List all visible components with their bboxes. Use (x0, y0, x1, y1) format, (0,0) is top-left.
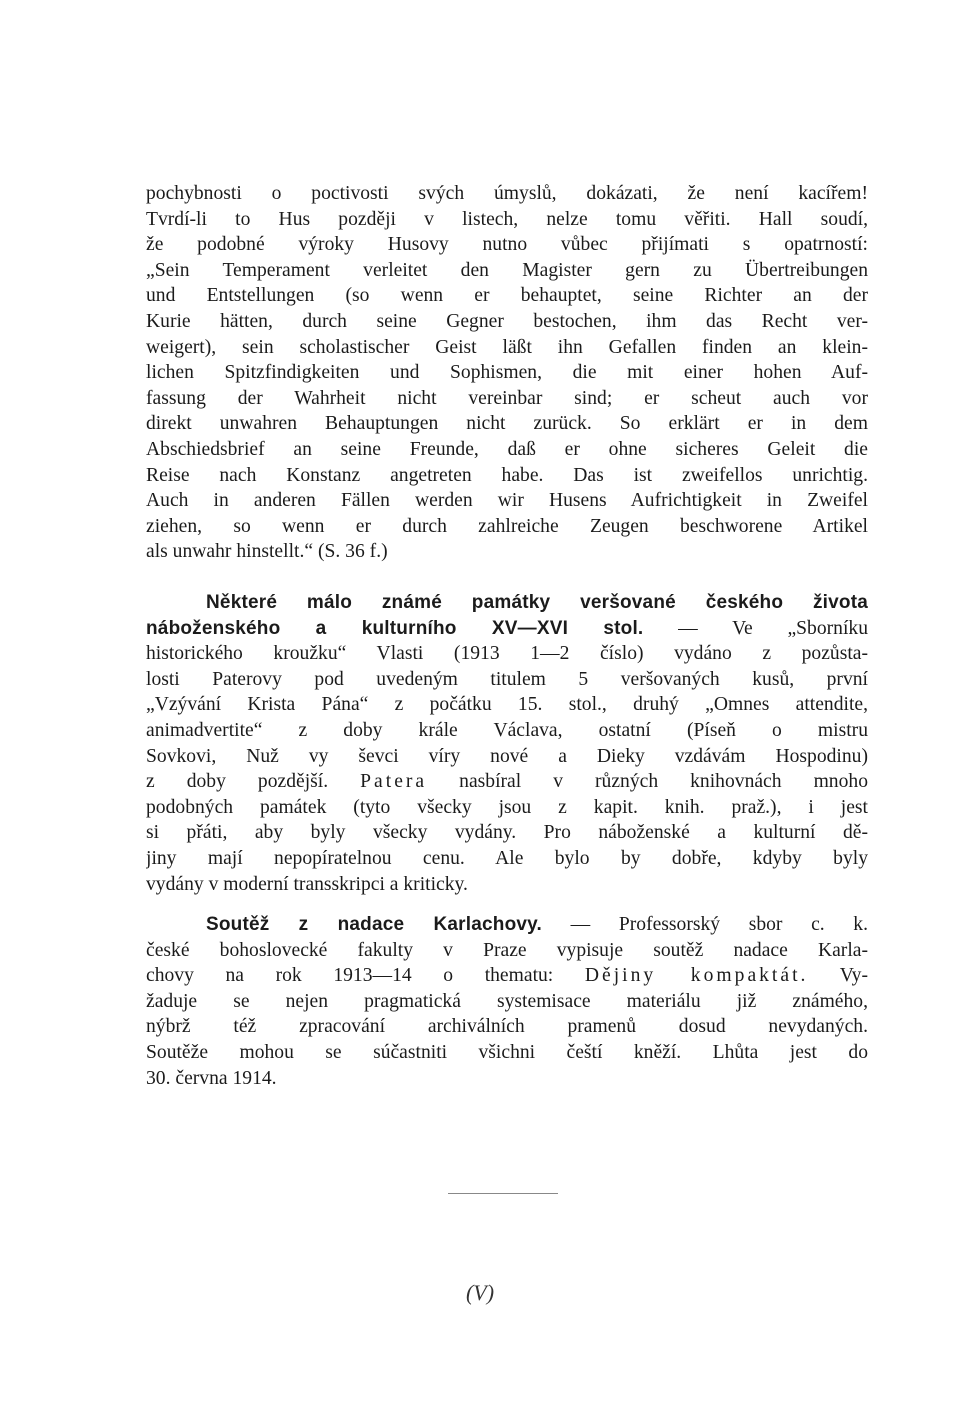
text-line: pochybnosti o poctivosti svých úmyslů, dokázati, že není kacířem! (146, 183, 868, 204)
text-line (146, 963, 868, 989)
text-line: Tvrdí-li to Hus později v listech, nelze tomu věřiti. Hall soudí, (146, 208, 868, 230)
text-line: historického kroužku“ Vlasti (1913 1—2 číslo) vydáno z pozůsta- (146, 643, 868, 665)
text-line: und Entstellungen (so wenn er behauptet, seine Richter an der (146, 285, 868, 307)
section-verse-monuments (146, 590, 868, 897)
text-line: Kurie hätten, durch seine Gegner bestochen, ihm das Recht ver- (146, 310, 868, 332)
page-number: (V) (465, 1280, 495, 1305)
text-run: Vy- (839, 965, 868, 987)
paragraph-hus-critique (146, 181, 868, 565)
section-heading: Některé málo známé památky veršované českého života (206, 592, 868, 613)
text-run: — Ve „Sborníku (643, 617, 868, 639)
text-line: als unwahr hinstellt.“ (S. 36 f.) (146, 541, 388, 563)
text-line: Auch in anderen Fällen werden wir Husens Aufrichtigkeit in Zweifel (146, 490, 868, 512)
section-heading: náboženského a kulturního XV—XVI stol. (146, 617, 644, 639)
text-line: animadvertite“ z doby krále Václava, ostatní (Píseň o mistru (146, 719, 868, 741)
text-line: „Sein Temperament verleitet den Magister gern zu Übertreibungen (146, 259, 868, 281)
text-line: „Vzývání Krista Pána“ z počátku 15. stol., druhý „Omnes attendite, (146, 694, 868, 716)
text-line: ziehen, so wenn er durch zahlreiche Zeugen beschworene Artikel (146, 515, 868, 537)
section-karlach-competition (146, 912, 868, 1091)
text-run: z doby pozdější. (146, 771, 329, 793)
divider-rule (448, 1193, 558, 1194)
text-line (146, 769, 868, 795)
text-run: nasbíral v různých knihovnách mnoho (459, 771, 868, 793)
text-line: vydány v moderní transskripci a kriticky. (146, 873, 468, 895)
text-line: si přáti, aby byly všecky vydány. Pro náboženské a kulturní dě- (146, 822, 868, 844)
text-line: weigert), sein scholastischer Geist läßt ihn Gefallen finden an klein- (146, 336, 868, 358)
text-line: Soutěže mohou se súčastniti všichni čeští kněží. Lhůta jest do (146, 1041, 868, 1063)
text-line: podobných památek (tyto všecky jsou z kapit. knih. praž.), i jest (146, 796, 868, 818)
text-line: direkt unwahren Behauptungen nicht zurück. So erklärt er in dem (146, 413, 868, 435)
text-line: Sovkovi, Nuž vy ševci víry nové a Dieky vzdávám Hospodinu) (146, 745, 868, 767)
text-line: losti Paterovy pod uvedeným titulem 5 veršovaných kusů, první (146, 668, 868, 690)
section-heading: Soutěž z nadace Karlachovy. (206, 914, 542, 935)
text-line (146, 912, 868, 938)
text-line: že podobné výroky Husovy nutno vůbec přijímati s opatrností: (146, 234, 868, 256)
text-line: Reise nach Konstanz angetreten habe. Das ist zweifellos unrichtig. (146, 464, 868, 486)
text-line: jiny mají nepopíratelnou cenu. Ale bylo by dobře, kdyby byly (146, 847, 868, 869)
text-line: české bohoslovecké fakulty v Praze vypisuje soutěž nadace Karla- (146, 939, 868, 961)
text-line: nýbrž též zpracování archiválních pramenů dosud nevydaných. (146, 1016, 868, 1038)
author-name-spaced: Patera (360, 771, 428, 793)
text-line: žaduje se nejen pragmatická systemisace materiálu již známého, (146, 990, 868, 1012)
text-line: fassung der Wahrheit nicht vereinbar sind; er scheut auch vor (146, 387, 868, 409)
theme-title-spaced: Dějiny kompaktát. (584, 965, 809, 987)
text-line (146, 616, 868, 642)
text-line: lichen Spitzfindigkeiten und Sophismen, die mit einer hohen Auf- (146, 362, 868, 384)
text-line: Abschiedsbrief an seine Freunde, daß er ohne sicheres Geleit die (146, 438, 868, 460)
text-run: chovy na rok 1913—14 o thematu: (146, 965, 554, 987)
text-run: — Professorský sbor c. k. (542, 914, 868, 935)
text-line: 30. června 1914. (146, 1067, 277, 1089)
